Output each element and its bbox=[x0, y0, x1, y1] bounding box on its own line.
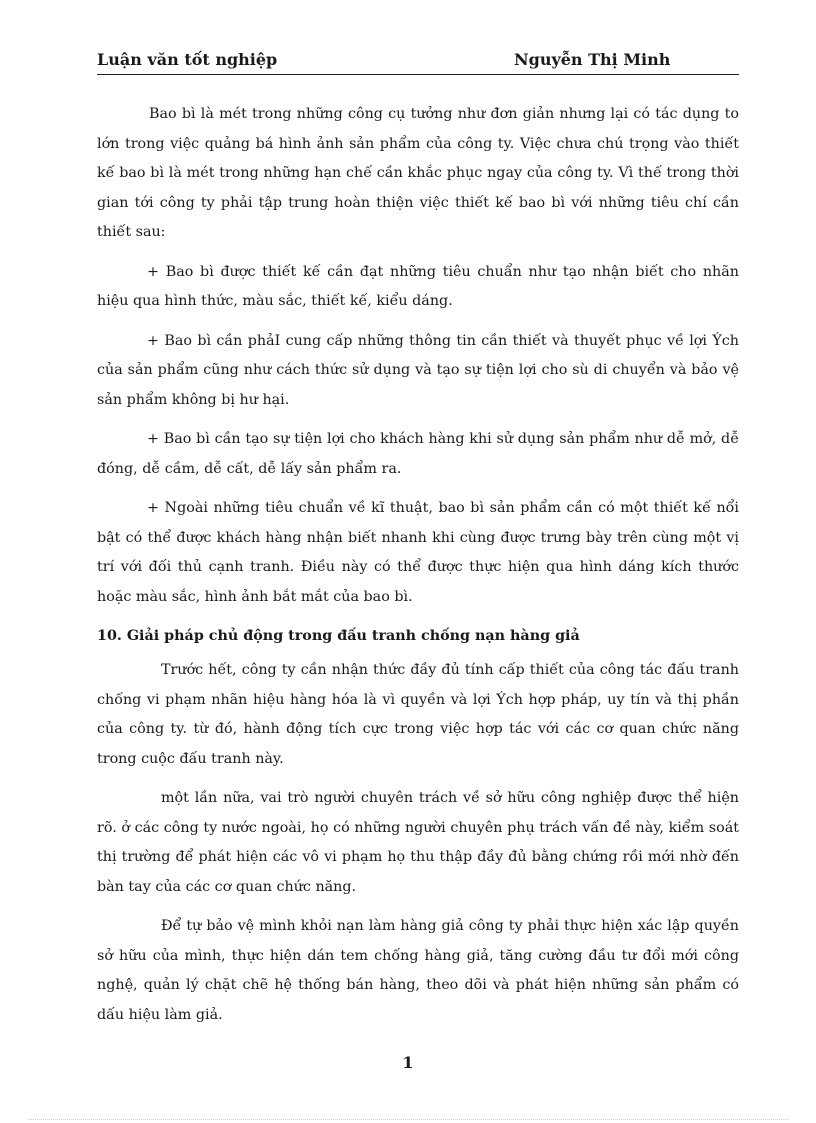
bullet-item: + Bao bì cần phảI cung cấp những thông tin cần thiết và thuyết phục về lợi Ých của sản phẩm cũng như cách thức sử dụng và tạo sự tiện lợi cho sù di chuyển và bảo vệ sản phẩm không bị hư hại. bbox=[97, 332, 739, 408]
paragraph-self-protection: Để tự bảo vệ mình khỏi nạn làm hàng giả công ty phải thực hiện xác lập quyền sở hữu của mình, thực hiện dán tem chống hàng giả, tăng cường đầu tư đổi mới công nghệ, quản lý chặt chẽ hệ thống bán hàng, theo dõi và phát hiện những sản phẩm có dấu hiệu làm giả. bbox=[97, 918, 739, 1023]
section-heading: 10. Giải pháp chủ động trong đấu tranh chống nạn hàng giả bbox=[97, 628, 580, 644]
bullet-item: + Ngoài những tiêu chuẩn về kĩ thuật, bao bì sản phẩm cần có một thiết kế nổi bật có thể được khách hàng nhận biết nhanh khi cùng được trưng bày trên cùng một vị trí với đối thủ cạnh tranh. Điều này có thể được thực hiện qua hình dáng kích thước hoặc màu sắc, hình ảnh bắt mắt của bao bì. bbox=[97, 500, 739, 605]
paragraph-packaging-intro: Bao bì là mét trong những công cụ tưởng như đơn giản nhưng lại có tác dụng to lớn trong việc quảng bá hình ảnh sản phẩm của công ty. Việc chưa chú trọng vào thiết kế bao bì là mét trong những hạn chế cần khắc phục ngay của công ty. Vì thế trong thời gian tới công ty phải tập trung hoàn thiện việc thiết kế bao bì với những tiêu chí cần thiết sau: bbox=[97, 106, 739, 240]
paragraph-specialist-role: một lần nữa, vai trò người chuyên trách về sở hữu công nghiệp được thể hiện rõ. ở các công ty nước ngoài, họ có những người chuyên phụ trách vấn đề này, kiểm soát thị trường để phát hiện các vô vi phạm họ thu thập đầy đủ bằng chứng rồi mới nhờ đến bàn tay của các cơ quan chức năng. bbox=[97, 790, 739, 895]
bullet-item: + Bao bì được thiết kế cần đạt những tiêu chuẩn như tạo nhận biết cho nhãn hiệu qua hình thức, màu sắc, thiết kế, kiểu dáng. bbox=[97, 263, 739, 309]
author-name: Nguyễn Thị Minh bbox=[514, 50, 671, 69]
paragraph-awareness: Trước hết, công ty cần nhận thức đầy đủ tính cấp thiết của công tác đấu tranh chống vi phạm nhãn hiệu hàng hóa là vì quyền và lợi Ých hợp pháp, uy tín và thị phần của công ty. từ đó, hành động tích cực trong việc hợp tác với các cơ quan chức năng trong cuộc đấu tranh này. bbox=[97, 662, 739, 767]
document-body bbox=[97, 100, 739, 1040]
page-header bbox=[97, 48, 739, 75]
document-title: Luận văn tốt nghiệp bbox=[97, 50, 278, 69]
page-bottom-divider bbox=[28, 1119, 788, 1120]
bullet-item: + Bao bì cần tạo sự tiện lợi cho khách hàng khi sử dụng sản phẩm như dễ mở, dễ đóng, dễ cầm, dễ cất, dễ lấy sản phẩm ra. bbox=[97, 431, 739, 477]
page-number: 1 bbox=[402, 1053, 414, 1072]
